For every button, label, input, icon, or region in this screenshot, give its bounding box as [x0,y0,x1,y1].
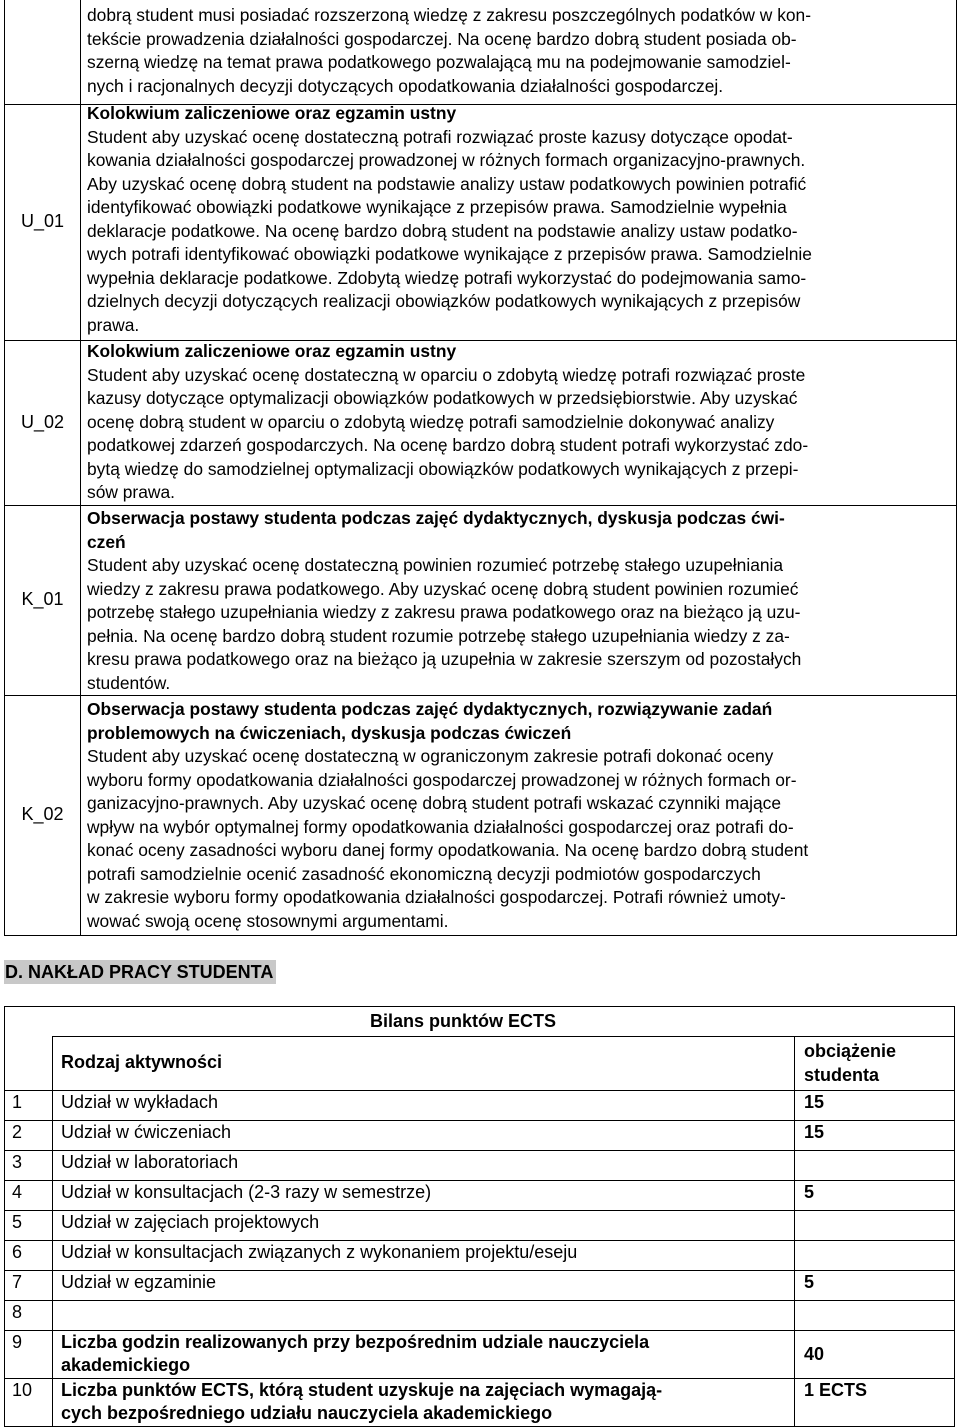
outcome-description [87,698,951,933]
table-border [954,1006,955,1427]
activity-hours: 5 [804,1272,815,1292]
section-heading: D. NAKŁAD PRACY STUDENTA [4,960,276,984]
row-number: 10 [12,1380,33,1400]
summary-label: Liczba punktów ECTS, którą student uzyskuje na zajęciach wymagają- [61,1380,663,1400]
text-line: studentów. [87,672,171,693]
text-line: wować swoją ocenę stosownymi argumentami. [87,910,449,931]
assessment-method: Kolokwium zaliczeniowe oraz egzamin ustny [87,103,457,123]
outcomes-table [4,0,957,936]
text-line: w zakresie wyboru formy opodatkowania działalności gospodarczej. Potrafi również umoty- [87,887,786,907]
row-number: 6 [12,1242,23,1262]
text-line: potrafi samodzielnie ocenić zasadność ekonomiczną decyzji podmiotów gospodarczych [87,863,761,884]
activity-name: Udział w laboratoriach [61,1152,239,1172]
row-number: 8 [12,1302,23,1322]
summary-label: cych bezpośredniego udziału nauczyciela akademickiego [61,1403,553,1423]
text-line: szerną wiedzę na temat prawa podatkowego pozwalającą mu na podejmowanie samodziel- [87,52,791,72]
text-line: wpływ na wybór optymalnej formy opodatkowania działalności gospodarczej oraz potrafi do- [87,816,794,837]
table-border [52,1036,955,1037]
summary-hours: 40 [804,1344,825,1364]
text-line: dobrą student musi posiadać rozszerzoną wiedzę z zakresu poszczególnych podatków w kon- [87,5,812,25]
activity-name: Udział w egzaminie [61,1272,217,1292]
activity-name: Udział w wykładach [61,1092,219,1112]
summary-label: Liczba godzin realizowanych przy bezpośrednim udziale nauczyciela [61,1332,650,1352]
ects-points: 1 ECTS [804,1380,868,1400]
text-line: sów prawa. [87,482,175,502]
table-border [4,1300,955,1301]
row-number: 5 [12,1212,23,1232]
text-line: kazusy dotyczące optymalizacji obowiązków podatkowych w przedsiębiorstwie. Aby uzyskać [87,388,798,408]
text-line: tekście prowadzenia działalności gospodarczej. Na ocenę bardzo dobrą student posiada ob- [87,28,797,49]
text-line: Aby uzyskać ocenę dobrą student na podstawie analizy ustaw podatkowych powinien potrafić [87,173,807,194]
outcome-code: U_02 [20,411,65,432]
row-number: 4 [12,1182,23,1202]
outcome-description [87,4,951,98]
text-line: Student aby uzyskać ocenę dostateczną potrafi rozwiązać proste kazusy dotyczące opodat- [87,126,793,147]
assessment-method: Obserwacja postawy studenta podczas zajęć dydaktycznych, dyskusja podczas ćwi- czeń [87,508,785,552]
text-line: konać oceny zasadności wyboru danej formy opodatkowania. Na ocenę bardzo dobrą student [87,840,809,860]
activity-hours: 15 [804,1092,825,1112]
table-border [4,1006,955,1007]
text-line: nych i racjonalnych decyzji dotyczących opodatkowania działalności gospodarczej. [87,75,724,96]
activity-hours: 15 [804,1122,825,1142]
outcome-description [87,507,951,695]
text-line: Student aby uzyskać ocenę dostateczną w ograniczonym zakresie potrafi dokonać oceny [87,746,774,766]
text-line: prawa. [87,314,140,335]
table-border [4,1426,955,1427]
row-number: 3 [12,1152,23,1172]
outcome-code: U_01 [20,211,65,232]
text-line: Student aby uzyskać ocenę dostateczną powinien rozumieć potrzebę stałego uzupełniania [87,555,784,575]
ects-title: Bilans punktów ECTS [370,1011,557,1031]
table-border [4,1006,5,1427]
text-line: pełnia. Na ocenę bardzo dobrą student rozumie potrzebę stałego uzupełniania wiedzy z za- [87,625,790,646]
row-separator [5,695,956,696]
text-line: kresu prawa podatkowego oraz na bieżąco ją uzupełnia w zakresie szerszym od pozostałych [87,649,802,669]
activity-name: Udział w konsultacjach związanych z wykonaniem projektu/eseju [61,1242,578,1262]
table-border [52,1036,53,1427]
ects-table [4,1006,955,1427]
activity-hours: 5 [804,1182,815,1202]
outcome-code: K_01 [21,589,64,610]
text-line: podatkowej zdarzeń gospodarczych. Na ocenę bardzo dobrą student potrafi wykorzystać zdo- [87,435,809,455]
summary-label: akademickiego [61,1355,191,1375]
activity-name: Udział w ćwiczeniach [61,1122,232,1142]
row-number: 2 [12,1122,23,1142]
text-line: kowania działalności gospodarczej prowadzonej w różnych formach organizacyjno-prawnych. [87,150,806,170]
column-header-load: obciążenie [804,1041,897,1061]
table-border [794,1036,795,1427]
column-divider [80,0,81,935]
text-line: potrzebę stałego uzupełniania wiedzy z zakresu prawa podatkowego oraz na bieżąco ją uzu- [87,602,801,622]
activity-name: Udział w konsultacjach (2-3 razy w semestrze) [61,1182,432,1202]
text-line: ganizacyjno-prawnych. Aby uzyskać ocenę dobrą student potrafi wskazać czynniki mające [87,793,782,813]
text-line: deklaracje podatkowe. Na ocenę bardzo dobrą student na podstawie analizy ustaw podatko- [87,220,798,241]
outcome-code: K_02 [21,804,64,825]
outcome-description [87,340,951,505]
row-number: 7 [12,1272,23,1292]
text-line: wyboru formy opodatkowania działalności gospodarczej prowadzonej w różnych formach or- [87,769,797,790]
text-line: Student aby uzyskać ocenę dostateczną w oparciu o zdobytą wiedzę potrafi rozwiązać proste [87,364,806,385]
text-line: ocenę dobrą student w oparciu o zdobytą wiedzę potrafi samodzielnie dokonywać analizy [87,411,775,432]
row-number: 1 [12,1092,23,1112]
outcome-description [87,102,951,337]
text-line: wypełnia deklaracje podatkowe. Zdobytą wiedzę potrafi wykorzystać do podejmowania samo- [87,267,807,288]
column-header-activity: Rodzaj aktywności [61,1052,223,1072]
row-number: 9 [12,1332,23,1352]
text-line: identyfikować obowiązki podatkowe wynikające z przepisów prawa. Samodzielnie wypełnia [87,197,787,217]
text-line: dzielnych decyzji dotyczących realizacji obowiązków podatkowych wynikających z przepisów [87,291,801,311]
assessment-method: Obserwacja postawy studenta podczas zajęć dydaktycznych, rozwiązywanie zadań problemowych na ćwiczeniach, dyskusja podczas ćwiczeń [87,699,773,743]
text-line: bytą wiedzę do samodzielnej optymalizacji obowiązków podatkowych wynikających z przepi- [87,458,799,479]
row-separator [5,505,956,506]
column-header-load: studenta [804,1065,880,1085]
assessment-method: Kolokwium zaliczeniowe oraz egzamin ustny [87,341,457,361]
text-line: wych potrafi identyfikować obowiązki podatkowe wynikające z przepisów prawa. Samodzielnie [87,244,812,264]
activity-name: Udział w zajęciach projektowych [61,1212,320,1232]
text-line: wiedzy z zakresu prawa podatkowego. Aby uzyskać ocenę dobrą student powinien rozumieć [87,578,799,599]
